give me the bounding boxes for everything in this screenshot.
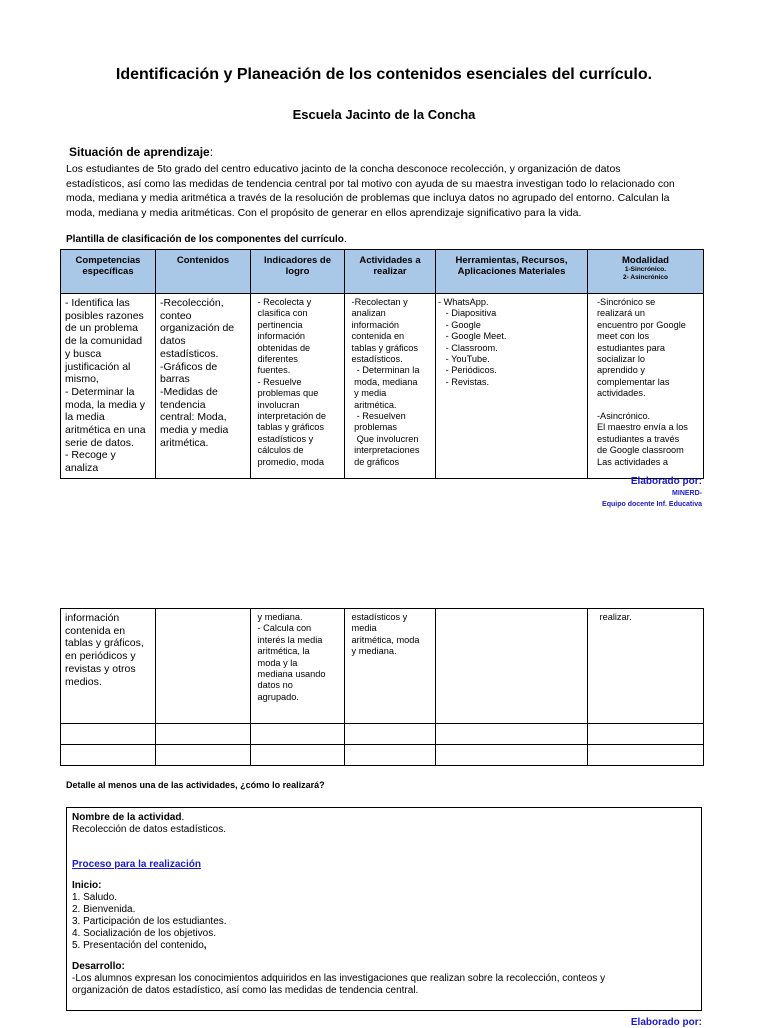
cell-line: Que involucren <box>349 433 419 444</box>
template-label-text: Plantilla de clasificación de los componentes del currículo <box>66 234 344 245</box>
cell-line: interpretaciones <box>349 445 420 456</box>
cell-line: El maestro envía a los <box>597 422 688 433</box>
empty-cell <box>345 724 436 745</box>
header-contenidos: Contenidos <box>156 250 251 294</box>
inicio-item: 1. Saludo. <box>72 892 118 903</box>
table-row <box>61 609 704 724</box>
empty-cell <box>251 724 345 745</box>
empty-cell <box>345 745 436 766</box>
cell-line: - Google Meet. <box>438 331 507 342</box>
cell-line: interpretación de <box>255 411 326 422</box>
cell-line: - Calcula con <box>255 623 312 634</box>
cell-line: analiza <box>65 462 99 475</box>
cell-indicadores <box>251 294 345 479</box>
cell-line: - Periódicos. <box>438 365 497 376</box>
cell-line: media y media <box>160 424 229 437</box>
inicio-item: 5. Presentación del contenido <box>72 940 204 951</box>
header-modalidad: Modalidad 1-Sincrónico. 2- Asincrónico <box>588 250 704 294</box>
cell-line: media <box>349 623 377 634</box>
cell-line: encuentro por Google <box>597 319 686 330</box>
cell-line: analizan <box>349 308 386 319</box>
cell-line: estadísticos y <box>349 612 408 622</box>
cell-line: - Resuelven <box>349 411 406 422</box>
cell-line: - Recolecta y <box>255 297 312 307</box>
cell-line: problemas que <box>255 388 319 399</box>
cell-line: promedio, moda <box>255 456 324 467</box>
cell-line: aprendido y <box>597 365 646 376</box>
cell-line: y media <box>349 388 387 399</box>
activity-name-value: Recolección de datos estadísticos. <box>72 824 226 835</box>
empty-cell <box>61 745 156 766</box>
cell-line: involucran <box>255 399 300 410</box>
cell-line: -Recolección, <box>160 297 224 309</box>
cell-contenidos <box>156 294 251 479</box>
school-name: Escuela Jacinto de la Concha <box>292 107 476 122</box>
cell-line: tablas y gráficos <box>255 422 324 433</box>
cell-line: - Revistas. <box>438 376 490 387</box>
cell-line: - Recoge y <box>65 449 116 462</box>
cell-modalidad <box>588 609 704 724</box>
cell-line: estudiantes a través <box>597 433 680 444</box>
detail-question: Detalle al menos una de las actividades, ¿cómo lo realizará? <box>66 780 325 790</box>
cell-line: pertinencia <box>255 319 303 330</box>
cell-line: contenida en <box>65 624 126 637</box>
cell-line: información <box>255 331 306 342</box>
cell-actividades <box>345 294 436 479</box>
cell-line: en periódicos y <box>65 650 136 663</box>
table-header-row <box>61 250 704 294</box>
cell-line: realizará un <box>597 308 646 319</box>
cell-line: socializar lo <box>597 354 645 365</box>
table-row-empty <box>61 724 704 745</box>
cell-line: central: Moda, <box>160 411 227 424</box>
cell-line: moda, la media y <box>65 398 145 411</box>
inicio-item: 2. Bienvenida. <box>72 904 136 915</box>
cell-herramientas <box>436 294 588 479</box>
cell-competencias <box>61 609 156 724</box>
cell-line: interés la media <box>255 634 323 645</box>
empty-cell <box>436 724 588 745</box>
cell-line: - Identifica las <box>65 297 130 309</box>
cell-line: -Gráficos de <box>160 360 218 373</box>
header-indicadores: Indicadores de logro <box>251 250 345 294</box>
template-label-dot: . <box>343 234 347 245</box>
cell-line: fuentes. <box>255 365 291 376</box>
cell-line: datos no <box>255 680 293 691</box>
empty-cell <box>588 724 704 745</box>
empty-cell <box>156 724 251 745</box>
document-title: Identificación y Planeación de los contenidos esenciales del currículo. <box>115 66 653 83</box>
cell-line: posibles razones <box>65 309 144 322</box>
situation-line: moda, mediana y media aritméticas. Con el propósito de generar en ellos aprendizaje significativo para la vida. <box>66 206 582 219</box>
situation-paragraph <box>66 162 706 220</box>
cell-line: información <box>65 612 120 624</box>
elaborado-label: Elaborado por: <box>630 476 702 487</box>
cell-line: aritmética. <box>349 399 397 410</box>
cell-line: estadísticos y <box>255 433 314 444</box>
situation-heading-text: Situación de aprendizaje <box>69 145 210 159</box>
cell-line: de un problema <box>65 322 138 335</box>
cell-line: aritmética en una <box>65 424 146 437</box>
cell-line: actividades. <box>597 388 646 399</box>
cell-modalidad <box>588 294 704 479</box>
process-link[interactable]: Proceso para la realización <box>72 859 201 870</box>
cell-line: medios. <box>65 675 102 688</box>
cell-line: mediana usando <box>255 669 326 680</box>
cell-line: mismo, <box>65 373 99 386</box>
header-herramientas: Herramientas, Recursos, Aplicaciones Materiales <box>436 250 588 294</box>
cell-line: estudiantes para <box>597 342 665 353</box>
situation-line: Los estudiantes de 5to grado del centro educativo jacinto de la concha desconoce recolección, y organización de datos <box>66 163 621 175</box>
cell-line: clasifica con <box>255 308 308 319</box>
cell-line: obtenidas de <box>255 342 311 353</box>
cell-line: agrupado. <box>255 691 299 702</box>
curriculum-table <box>60 249 704 479</box>
cell-line: -Recolectan y <box>349 297 408 307</box>
cell-line: organización de <box>160 322 235 335</box>
cell-contenidos <box>156 609 251 724</box>
empty-cell <box>588 745 704 766</box>
cell-line: problemas <box>349 422 398 433</box>
elaborado-org: MINERD- <box>672 490 702 497</box>
cell-line: serie de datos. <box>65 436 134 449</box>
cell-actividades <box>345 609 436 724</box>
inicio-comma: , <box>203 940 207 951</box>
elaborado-bottom: Elaborado por: <box>630 1017 702 1028</box>
cell-line: la media <box>65 411 105 424</box>
cell-line: revistas y otros <box>65 662 136 675</box>
activity-box <box>66 807 702 1011</box>
cell-line: contenida en <box>349 331 405 342</box>
desarrollo-label: Desarrollo: <box>72 961 125 972</box>
cell-line: realizar. <box>597 612 632 622</box>
cell-line: tablas y gráficos, <box>65 637 144 650</box>
table-row <box>61 294 704 479</box>
cell-line: - Diapositiva <box>438 308 497 319</box>
cell-line: -Asincrónico. <box>597 411 651 422</box>
cell-line: aritmética, la <box>255 646 310 657</box>
situation-line: moda, mediana y media aritmética a través de la resolución de problemas que incluya datos no agrupado del entorno. Calculan la <box>66 192 670 205</box>
curriculum-table-continued <box>60 608 704 766</box>
cell-line <box>597 400 699 411</box>
cell-herramientas <box>436 609 588 724</box>
cell-line: de la comunidad <box>65 335 143 348</box>
cell-line: - Determinar la <box>65 385 135 398</box>
cell-line: datos <box>160 335 186 348</box>
cell-line: complementar las <box>597 376 670 387</box>
table-row-empty <box>61 745 704 766</box>
template-label <box>66 234 347 245</box>
header-actividades: Actividades a realizar <box>345 250 436 294</box>
cell-line: justificación al <box>65 360 131 373</box>
situation-line: estadísticos, así como las medidas de tendencia central por tal motivo con ayuda de su maestra investigan todo lo relacionado con <box>66 177 675 190</box>
cell-line: diferentes <box>255 354 298 365</box>
cell-line: tablas y gráficos <box>349 342 418 353</box>
desarrollo-line: organización de datos estadístico, así como las medidas de tendencia central. <box>72 985 419 996</box>
cell-line: meet con los <box>597 331 650 342</box>
desarrollo-line: -Los alumnos expresan los conocimientos adquiridos en las investigaciones que realizan sobre la recolección, conteos y <box>72 973 606 984</box>
cell-line: moda, mediana <box>349 376 418 387</box>
empty-cell <box>251 745 345 766</box>
header-competencias: Competencias específicas <box>61 250 156 294</box>
cell-line: cálculos de <box>255 445 304 456</box>
cell-line: de Google classroom <box>597 445 684 456</box>
empty-cell <box>436 745 588 766</box>
cell-line: -Medidas de <box>160 385 218 398</box>
cell-line: y mediana. <box>255 612 303 622</box>
cell-line: - Determinan la <box>349 365 420 376</box>
cell-line: y mediana. <box>349 646 397 657</box>
cell-line: conteo <box>160 309 192 322</box>
cell-line: barras <box>160 373 190 386</box>
cell-line: tendencia <box>160 398 206 411</box>
cell-line: - Google <box>438 319 481 330</box>
cell-line: y busca <box>65 347 102 360</box>
cell-competencias <box>61 294 156 479</box>
elaborado-team: Equipo docente Inf. Educativa <box>602 501 702 508</box>
cell-line: - Classroom. <box>438 342 498 353</box>
activity-name-label: Nombre de la actividad <box>72 812 182 823</box>
cell-line: estadísticos. <box>160 347 219 360</box>
cell-line: - WhatsApp. <box>438 297 489 307</box>
cell-line: aritmética. <box>160 436 209 449</box>
cell-line: - Resuelve <box>255 376 302 387</box>
inicio-label: Inicio: <box>72 880 102 891</box>
cell-line: -Sincrónico se <box>597 297 656 307</box>
cell-line: - YouTube. <box>438 354 490 365</box>
situation-heading-colon: : <box>209 145 214 159</box>
inicio-item: 3. Participación de los estudiantes. <box>72 916 227 927</box>
cell-line: estadísticos. <box>349 354 403 365</box>
elaborado-block <box>602 476 702 510</box>
cell-line: de gráficos <box>349 456 400 467</box>
inicio-item: 4. Socialización de los objetivos. <box>72 928 216 939</box>
empty-cell <box>61 724 156 745</box>
cell-line: información <box>349 319 400 330</box>
cell-line: moda y la <box>255 657 298 668</box>
cell-indicadores <box>251 609 345 724</box>
cell-line: aritmética, moda <box>349 634 420 645</box>
empty-cell <box>156 745 251 766</box>
cell-line: Las actividades a <box>597 456 668 467</box>
activity-name-dot: . <box>181 812 185 823</box>
situation-heading <box>69 145 213 159</box>
